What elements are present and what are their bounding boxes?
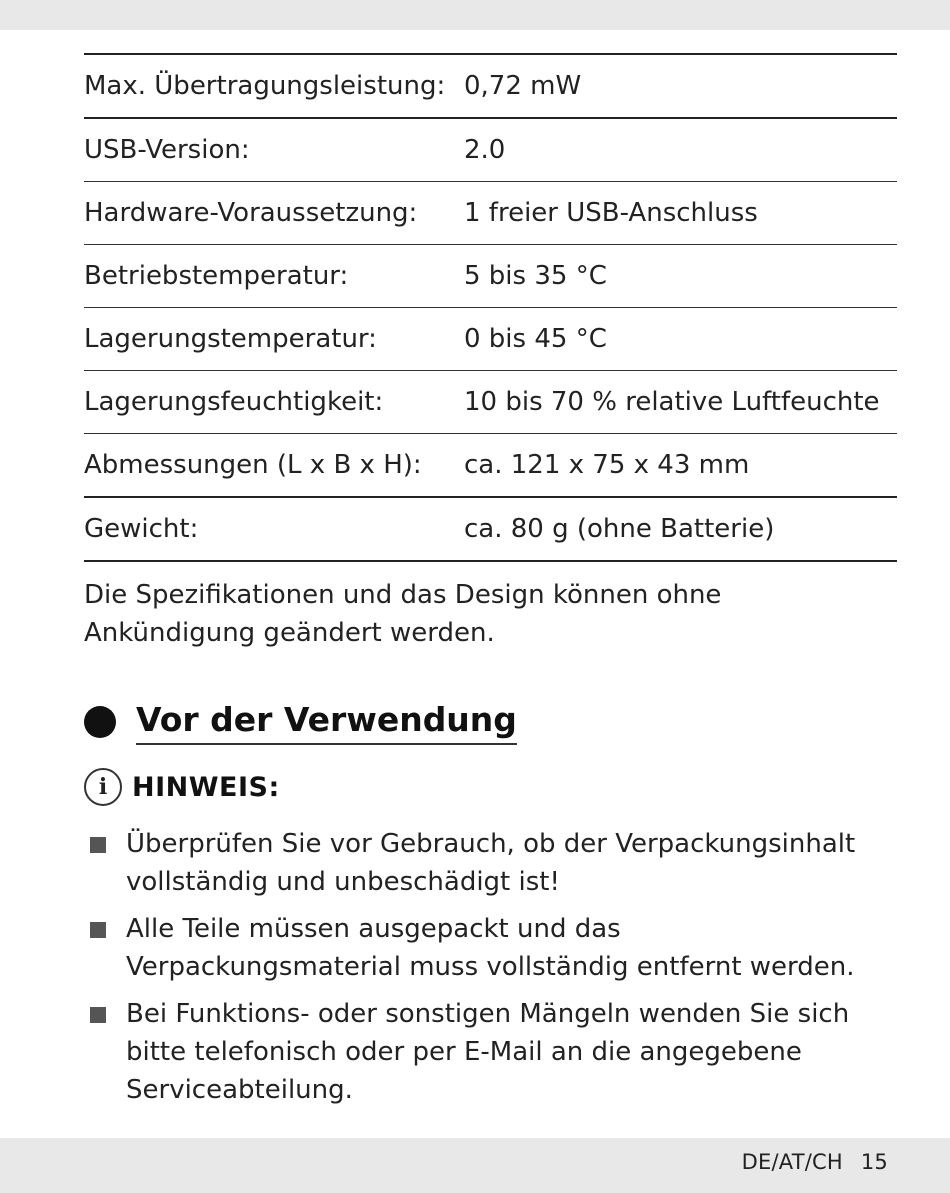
list-item-text: Alle Teile müssen ausgepackt und das Verpackungsmaterial muss vollständig entfernt werden. <box>126 914 855 982</box>
specification-note: Die Spezifikationen und das Design können ohne Ankündigung geändert werden. <box>84 580 722 648</box>
spec-row <box>84 182 897 245</box>
hint-label: HINWEIS: <box>132 771 280 803</box>
spec-value: ca. 121 x 75 x 43 mm <box>464 434 897 498</box>
section-title: Vor der Verwendung <box>136 699 517 745</box>
spec-row <box>84 497 897 561</box>
region-label: DE/AT/CH <box>741 1150 843 1174</box>
spec-label: Lagerungsfeuchtigkeit: <box>84 371 464 434</box>
spec-row <box>84 118 897 182</box>
spec-value: ca. 80 g (ohne Batterie) <box>464 497 897 561</box>
specifications-table <box>84 53 897 562</box>
section-heading <box>84 697 517 747</box>
spec-row <box>84 371 897 434</box>
spec-row <box>84 245 897 308</box>
bullet-dot-icon <box>84 706 116 738</box>
square-bullet-icon <box>90 1007 106 1023</box>
list-item-text: Überprüfen Sie vor Gebrauch, ob der Verpackungsinhalt vollständig und unbeschädigt ist! <box>126 829 856 897</box>
hint-list <box>84 825 899 1118</box>
spec-row <box>84 54 897 118</box>
spec-label: Hardware-Voraussetzung: <box>84 182 464 245</box>
list-item <box>84 995 899 1109</box>
spec-row <box>84 434 897 498</box>
spec-value: 5 bis 35 °C <box>464 245 897 308</box>
spec-label: Abmessungen (L x B x H): <box>84 434 464 498</box>
spec-label: Betriebstemperatur: <box>84 245 464 308</box>
spec-value: 0,72 mW <box>464 54 897 118</box>
list-item <box>84 910 899 986</box>
list-item <box>84 825 899 901</box>
hint-heading <box>84 765 280 809</box>
list-item-text: Bei Funktions- oder sonstigen Mängeln wenden Sie sich bitte telefonisch oder per E-Mail an die angegebene Serviceabteilung. <box>126 999 850 1105</box>
square-bullet-icon <box>90 837 106 853</box>
spec-label: Lagerungstemperatur: <box>84 308 464 371</box>
spec-value: 0 bis 45 °C <box>464 308 897 371</box>
page-footer <box>742 1150 888 1174</box>
spec-label: USB-Version: <box>84 118 464 182</box>
spec-label: Max. Übertragungsleistung: <box>84 54 464 118</box>
page-number: 15 <box>860 1150 888 1174</box>
spec-label: Gewicht: <box>84 497 464 561</box>
spec-row <box>84 308 897 371</box>
spec-value: 1 freier USB-Anschluss <box>464 182 897 245</box>
spec-value: 10 bis 70 % relative Luftfeuchte <box>464 371 897 434</box>
square-bullet-icon <box>90 922 106 938</box>
spec-value: 2.0 <box>464 118 897 182</box>
info-icon: i <box>84 768 122 806</box>
top-band <box>0 0 950 30</box>
